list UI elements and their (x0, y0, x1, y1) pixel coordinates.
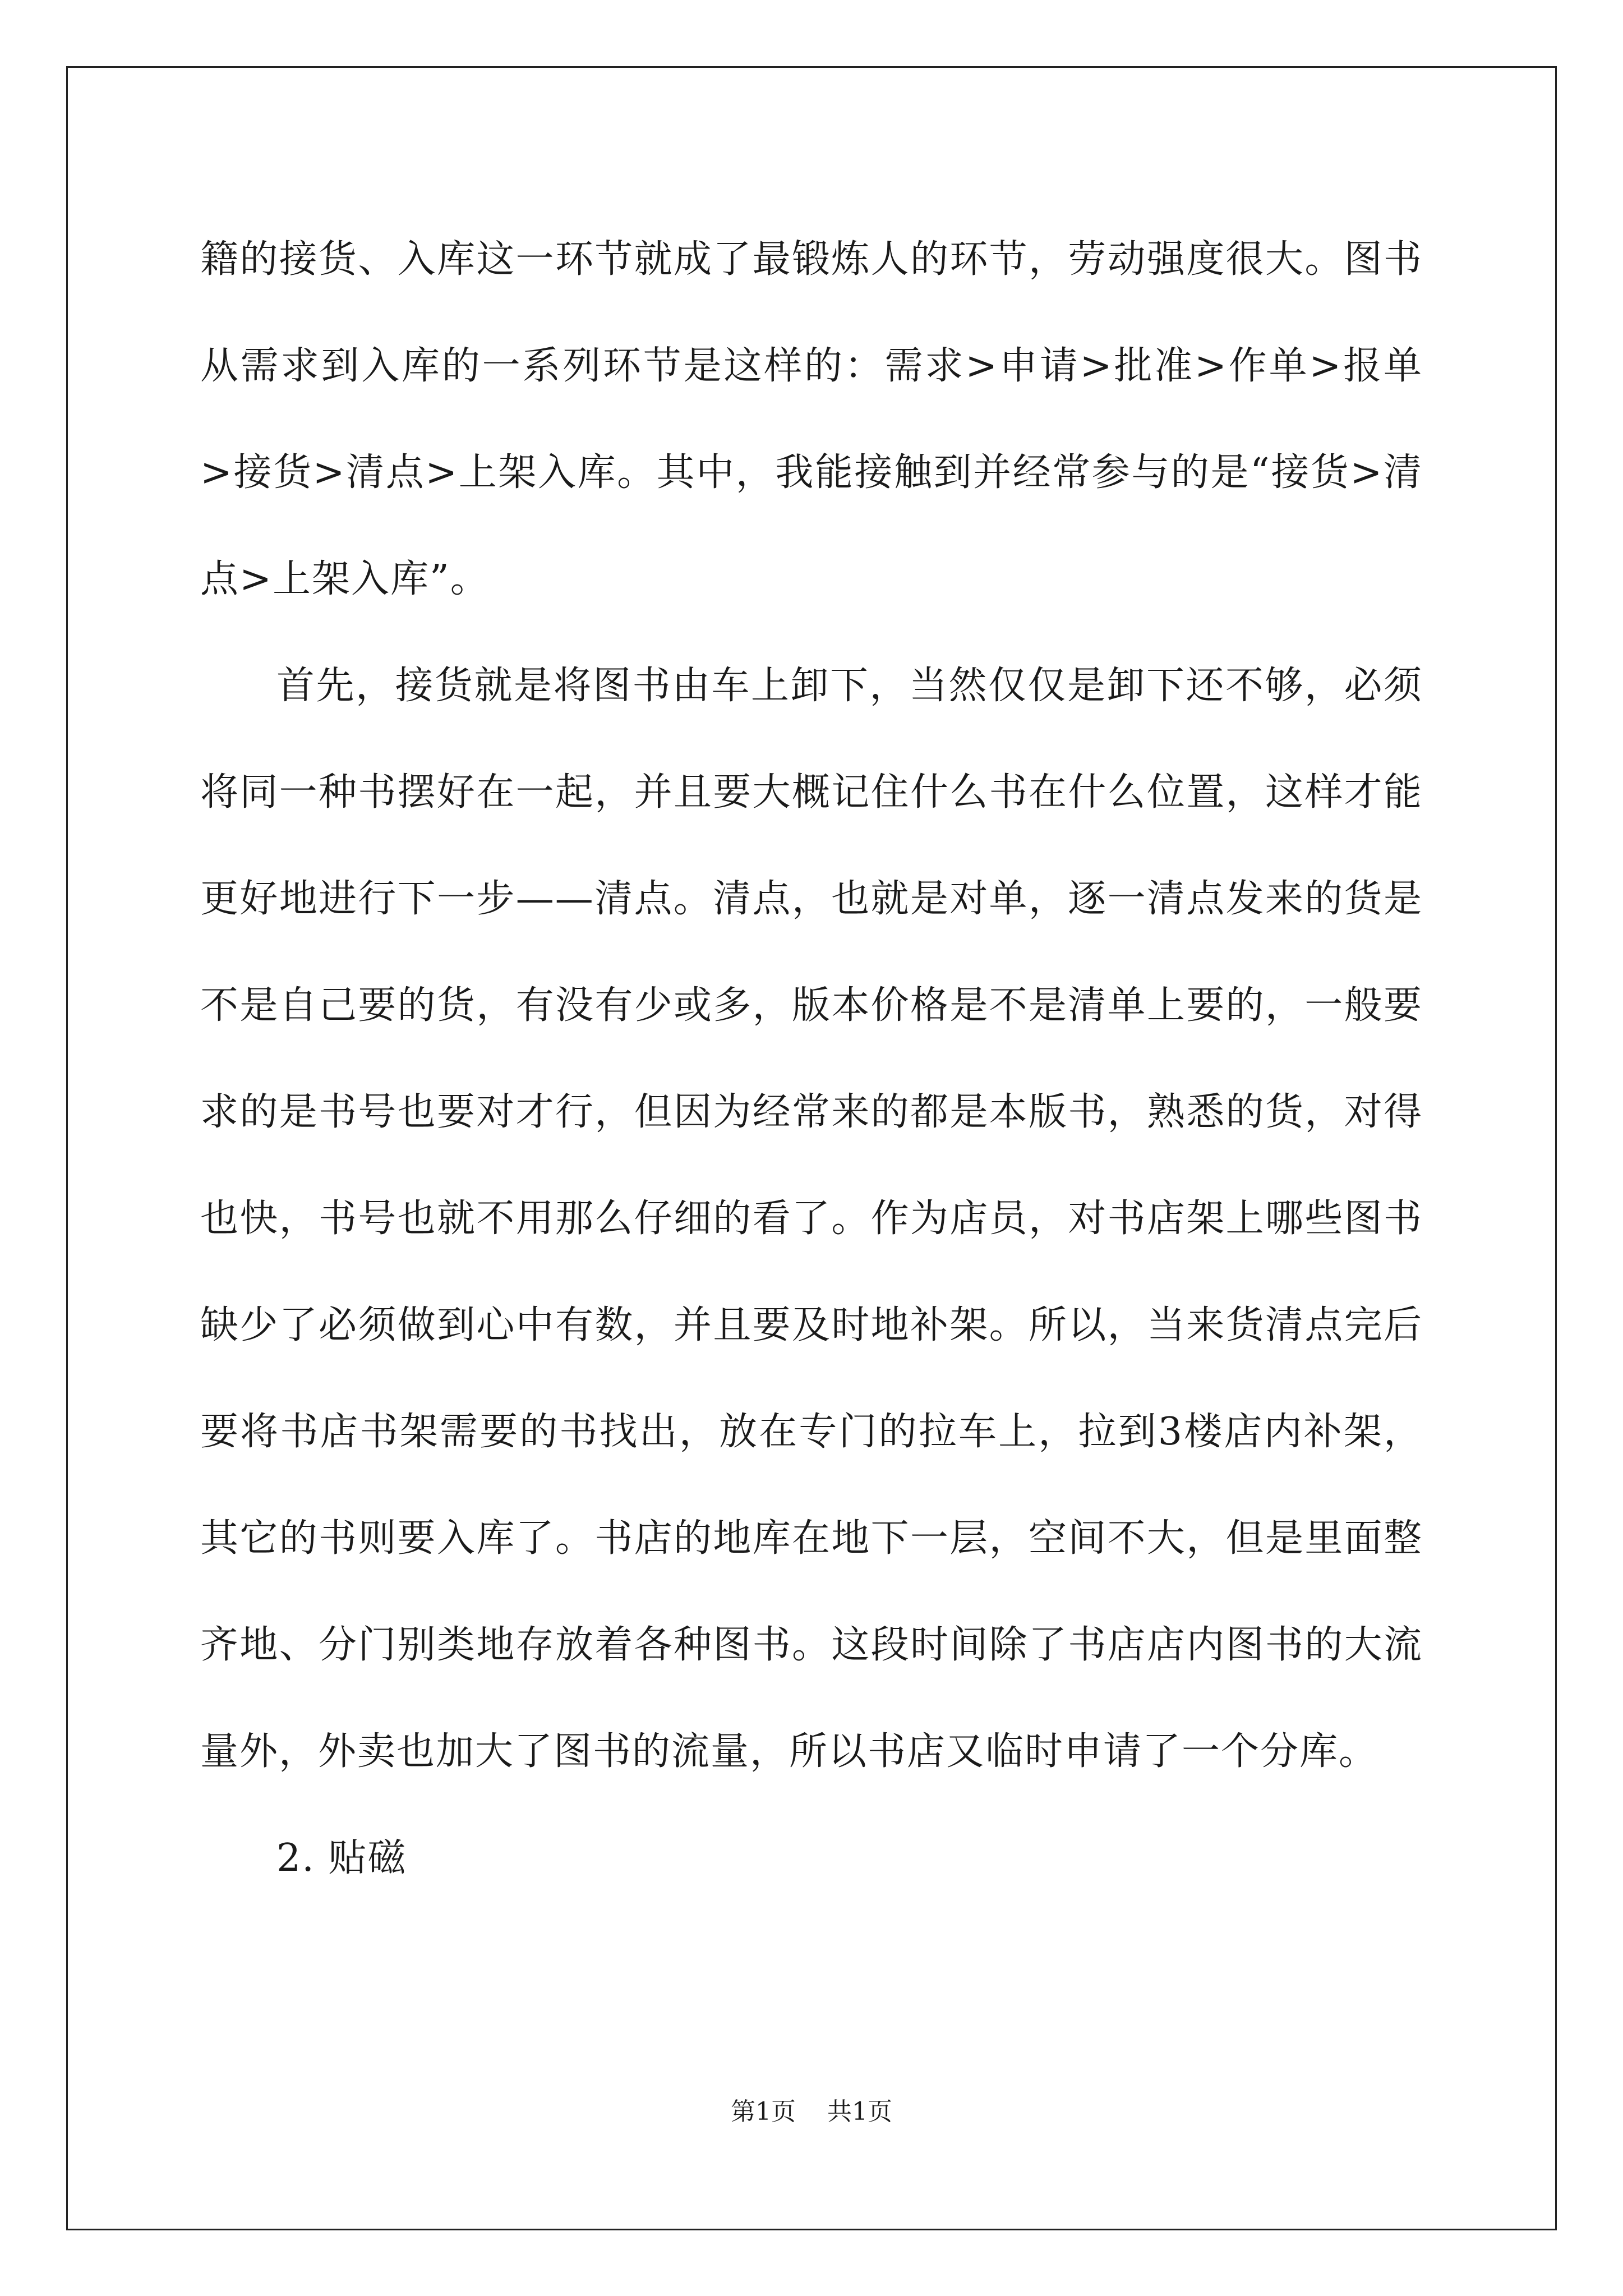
paragraph-2: 首先，接货就是将图书由车上卸下，当然仅仅是卸下还不够，必须将同一种书摆好在一起，并且要大概记住什么书在什么位置，这样才能更好地进行下一步——清点。清点，也就是对单，逐一清点发来的货是不是自己要的货，有没有少或多，版本价格是不是清单上要的，一般要求的是书号也要对才行，但因为经常来的都是本版书，熟悉的货，对得也快，书号也就不用那么仔细的看了。作为店员，对书店架上哪些图书缺少了必须做到心中有数，并且要及时地补架。所以，当来货清点完后要将书店书架需要的书找出，放在专门的拉车上，拉到3楼店内补架，其它的书则要入库了。书店的地库在地下一层，空间不大，但是里面整齐地、分门别类地存放着各种图书。这段时间除了书店店内图书的大流量外，外卖也加大了图书的流量，所以书店又临时申请了一个分库。 (200, 664, 1423, 1774)
page-number-total: 共1页 (827, 2097, 892, 2126)
document-body (200, 206, 1423, 1912)
page-number-current: 第1页 (731, 2097, 796, 2126)
page-footer (0, 2095, 1623, 2129)
paragraph-1: 籍的接货、入库这一环节就成了最锻炼人的环节，劳动强度很大。图书从需求到入库的一系列环节是这样的：需求>申请>批准>作单>报单>接货>清点>上架入库。其中，我能接触到并经常参与的是“接货>清点>上架入库”。 (200, 237, 1423, 601)
section-heading: 2. 贴磁 (276, 1836, 407, 1880)
